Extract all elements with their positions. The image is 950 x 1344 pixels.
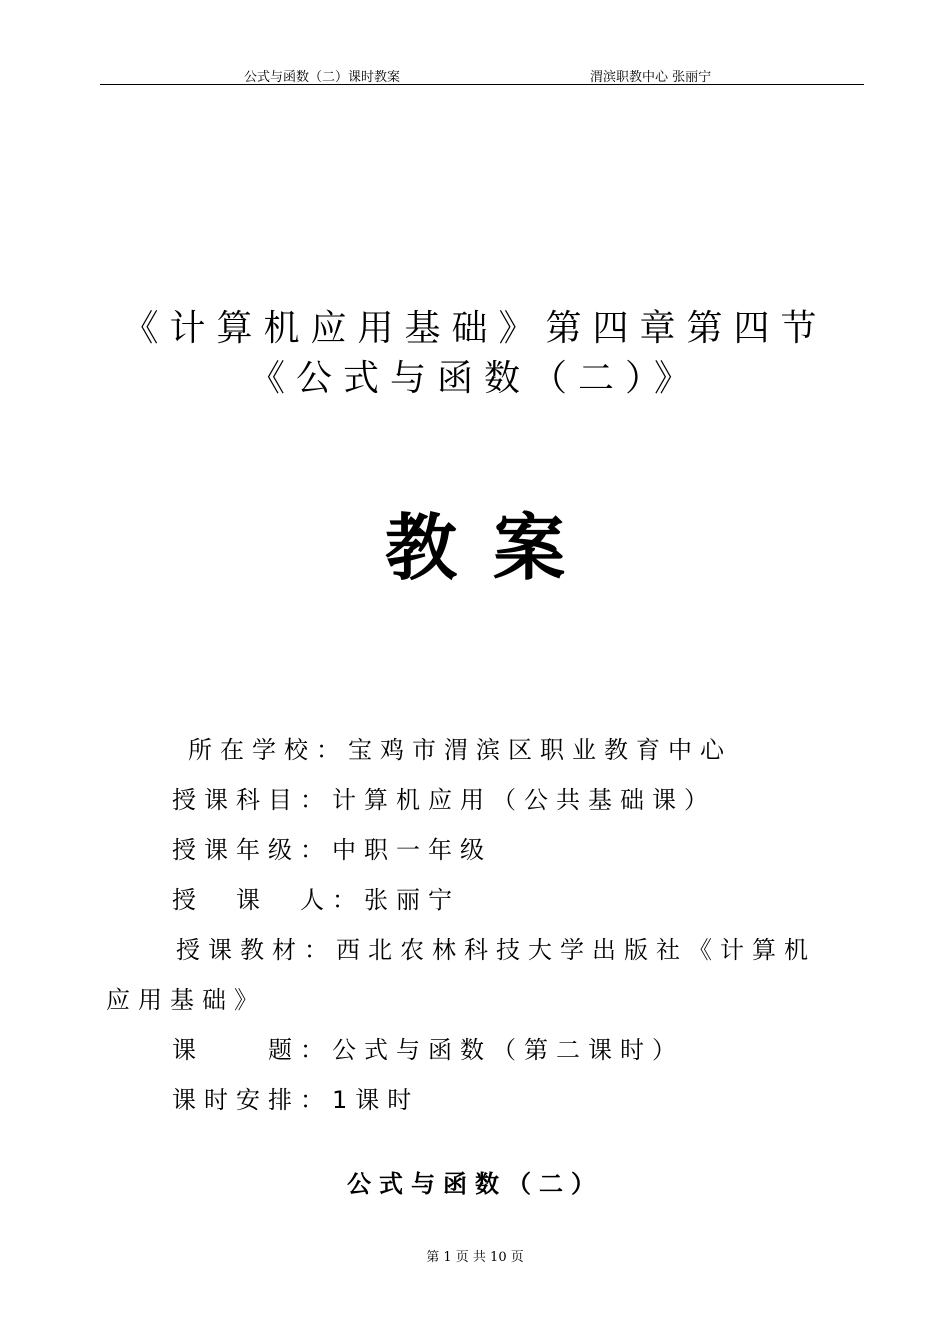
- info-textbook-line-1: 授课教材：西北农林科技大学出版社《计算机: [176, 936, 816, 964]
- info-schedule: 课时安排：1课时: [172, 1086, 420, 1114]
- document-type-heading: 教案: [384, 506, 601, 590]
- info-topic: 课 题：公式与函数（第二课时）: [172, 1036, 684, 1064]
- info-teacher: 授 课 人：张丽宁: [172, 886, 460, 914]
- info-school: 所在学校：宝鸡市渭滨区职业教育中心: [188, 736, 732, 764]
- header-course-title: 公式与函数（二）课时教案: [244, 70, 401, 85]
- document-title-line-2: 《公式与函数（二）》: [248, 358, 701, 399]
- info-grade: 授课年级：中职一年级: [172, 836, 492, 864]
- document-title-line-1: 《计算机应用基础》第四章第四节: [122, 308, 828, 349]
- info-textbook-line-2: 应用基础》: [106, 986, 266, 1014]
- info-subject: 授课科目：计算机应用（公共基础课）: [172, 786, 716, 814]
- section-title: 公式与函数（二）: [347, 1170, 603, 1198]
- header-author: 渭滨职教中心 张丽宁: [590, 70, 712, 85]
- page-header: [100, 64, 864, 85]
- page-footer: 第 1 页 共 10 页: [426, 1250, 524, 1265]
